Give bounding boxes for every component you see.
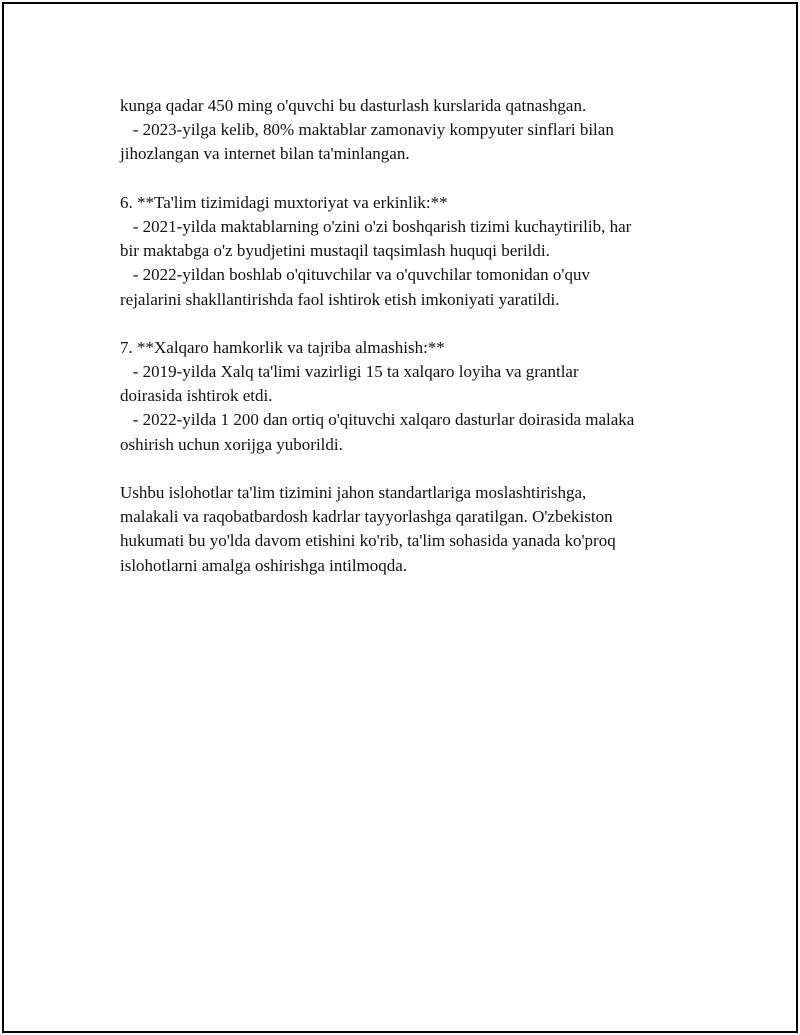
paragraph-line: kunga qadar 450 ming o'quvchi bu dasturlash kurslarida qatnashgan. xyxy=(120,96,587,115)
paragraph-line: - 2023-yilga kelib, 80% maktablar zamonaviy kompyuter sinflari bilan xyxy=(120,120,614,140)
list-item-line: - 2021-yilda maktablarning o'zini o'zi boshqarish tizimi kuchaytirilib, har xyxy=(120,216,632,236)
list-item-line: - 2022-yildan boshlab o'qituvchilar va o'quvchilar tomonidan o'quv xyxy=(120,265,590,285)
blank-line xyxy=(120,167,700,191)
list-item-line: doirasida ishtirok etdi. xyxy=(120,386,273,406)
section-heading-7: 7. **Xalqaro hamkorlik va tajriba almashish:** xyxy=(120,337,445,357)
conclusion-line: islohotlarni amalga oshirishga intilmoqda. xyxy=(120,555,408,575)
list-item-line: bir maktabga o'z byudjetini mustaqil taqsimlash huquqi berildi. xyxy=(120,241,550,261)
document-page xyxy=(2,2,798,1033)
list-item-line: rejalarini shakllantirishda faol ishtirok etish imkoniyati yaratildi. xyxy=(120,289,560,309)
blank-line xyxy=(120,312,700,336)
section-heading-6: 6. **Ta'lim tizimidagi muxtoriyat va erkinlik:** xyxy=(120,192,448,212)
blank-line xyxy=(120,457,700,481)
conclusion-line: Ushbu islohotlar ta'lim tizimini jahon standartlariga moslashtirishga, xyxy=(120,483,587,502)
list-item-line: oshirish uchun xorijga yuborildi. xyxy=(120,434,343,454)
list-item-line: - 2022-yilda 1 200 dan ortiq o'qituvchi xalqaro dasturlar doirasida malaka xyxy=(120,410,635,430)
document-body xyxy=(120,94,700,578)
conclusion-line: hukumati bu yo'lda davom etishini ko'rib, ta'lim sohasida yanada ko'proq xyxy=(120,531,616,551)
list-item-line: - 2019-yilda Xalq ta'limi vazirligi 15 ta xalqaro loyiha va grantlar xyxy=(120,362,579,382)
conclusion-line: malakali va raqobatbardosh kadrlar tayyorlashga qaratilgan. O'zbekiston xyxy=(120,507,613,527)
paragraph-line: jihozlangan va internet bilan ta'minlangan. xyxy=(120,144,410,164)
